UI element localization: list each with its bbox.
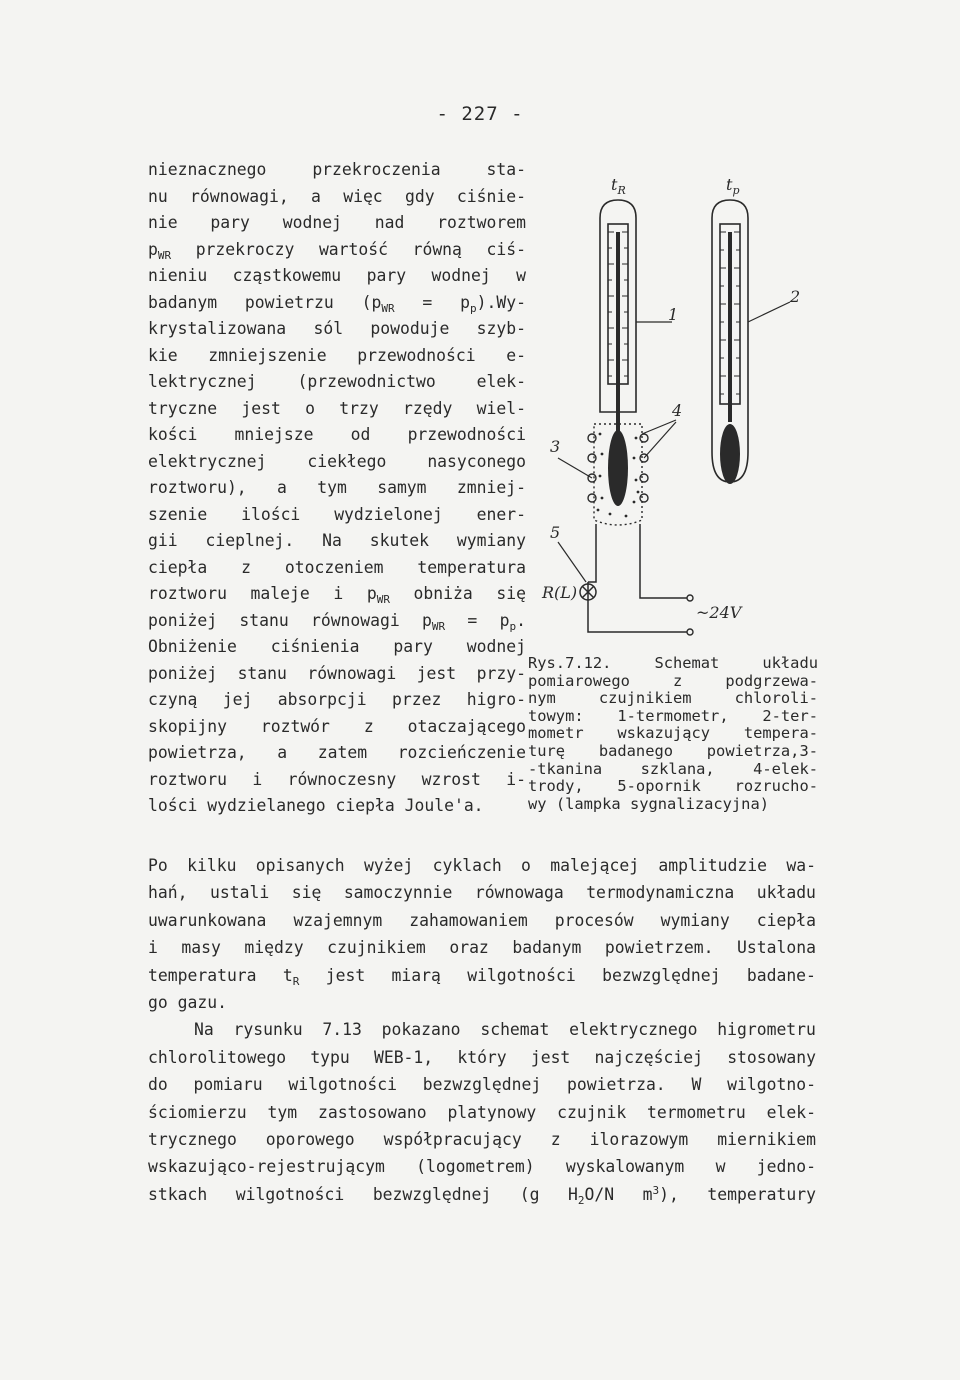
text-line — [148, 793, 526, 820]
word: maleje — [250, 584, 310, 603]
text-line — [148, 962, 816, 989]
word: ustali — [209, 883, 270, 903]
text-line — [148, 316, 526, 343]
word: powietrza. — [567, 1075, 666, 1095]
word: szyb- — [476, 319, 526, 338]
word: do — [148, 1075, 168, 1095]
text-line — [148, 581, 526, 608]
word: poniżej — [148, 610, 218, 630]
word: wilgotności — [288, 1075, 397, 1095]
word: wy — [528, 794, 547, 813]
word: elektrycznej — [148, 451, 267, 471]
word: WEB-1, — [373, 1047, 434, 1067]
word: sta- — [486, 160, 526, 179]
word: stosowany — [727, 1047, 816, 1067]
word: zastosowano — [318, 1102, 427, 1122]
word: najczęściej — [594, 1047, 704, 1067]
word: e- — [506, 345, 526, 365]
word: stanu — [239, 610, 289, 630]
word: elek- — [476, 372, 526, 391]
word: szklana, — [640, 759, 715, 778]
text-line — [148, 157, 526, 184]
word: schemat — [480, 1020, 550, 1040]
word: równą — [412, 239, 462, 259]
word: Joule'a. — [404, 796, 484, 815]
word: Rys.7.12. — [528, 654, 612, 672]
word: otaczającego — [407, 716, 526, 736]
word: gii — [148, 531, 178, 550]
word: skopijny — [148, 716, 227, 736]
body-text — [148, 852, 816, 1208]
word: tryczne — [148, 398, 218, 418]
word: szenie — [148, 504, 208, 524]
word: roztworu), — [148, 478, 247, 497]
word: zatem — [317, 743, 368, 762]
word: wa- — [786, 856, 816, 875]
word: oporowego — [265, 1130, 355, 1150]
word: stkach — [148, 1184, 208, 1204]
word: $p_{WR}$ — [422, 610, 446, 633]
word: badane- — [746, 965, 816, 985]
word: go — [148, 993, 168, 1013]
text-line — [148, 369, 526, 396]
word: powietrza, — [148, 743, 247, 762]
word: samoczynnie — [343, 883, 453, 903]
text-line — [148, 634, 526, 661]
word: opisanych — [255, 856, 345, 875]
word: czujnik — [557, 1102, 627, 1122]
label-3: 3 — [550, 437, 561, 456]
word: wiel- — [476, 398, 526, 418]
text-line — [148, 989, 816, 1016]
word: malejącej — [550, 856, 640, 875]
word: wydzielanego — [207, 796, 326, 815]
word: wartość — [318, 239, 389, 259]
word: powietrzu — [244, 292, 334, 312]
word: o — [521, 856, 531, 875]
word: ($p_{WR}$ — [361, 292, 395, 315]
word: czyną — [148, 690, 198, 709]
word: kilku — [187, 856, 237, 875]
text-line — [148, 422, 526, 449]
word: rozrucho- — [734, 777, 818, 796]
word: ciepła — [756, 910, 816, 930]
word: ilości — [241, 504, 301, 524]
word: $p_{WR}$ — [148, 239, 172, 262]
word: Ustalona — [737, 938, 816, 958]
thermometer-1-bulb — [608, 430, 628, 506]
word: jest — [416, 663, 457, 683]
word: tym — [267, 1102, 298, 1122]
word: krystalizowana — [148, 319, 287, 338]
word: mniejsze — [234, 425, 314, 444]
word: ciśnienia — [270, 637, 360, 656]
text-line — [148, 475, 526, 502]
word: roztworem — [437, 213, 526, 232]
caption-line — [528, 690, 818, 708]
word: W — [691, 1075, 702, 1095]
word: ilorazowym — [589, 1130, 689, 1150]
word: (logometrem) — [416, 1157, 535, 1177]
word: temperatury — [707, 1184, 816, 1204]
word: jest — [530, 1047, 571, 1067]
caption-line — [528, 761, 818, 779]
word: powietrza,3- — [706, 741, 818, 760]
terminal-bottom — [687, 629, 693, 635]
word: ciśnie- — [456, 186, 526, 206]
terminal-top — [687, 595, 693, 601]
word: przekroczy — [195, 239, 295, 259]
word: 2-ter- — [762, 706, 818, 725]
text-line — [148, 852, 816, 879]
caption-line — [528, 725, 818, 743]
word: wydzielonej — [334, 504, 443, 524]
word: wskazująco-rejestrującym — [148, 1157, 385, 1177]
thermometer-2-bulb — [720, 424, 740, 484]
word: termodynamiczna — [586, 883, 735, 903]
label-tR: $t_R$ — [611, 175, 626, 197]
word: kie — [148, 345, 178, 365]
word: 7.13 — [322, 1020, 362, 1040]
text-line — [148, 1126, 816, 1153]
text-line — [148, 934, 816, 961]
text-line — [148, 396, 526, 423]
word: ciepła — [148, 557, 208, 577]
word: nu — [148, 186, 168, 206]
word: wzrost — [421, 769, 481, 789]
word: badanego — [598, 741, 673, 760]
word: $H_2O/N$ — [568, 1184, 615, 1207]
caption-line — [528, 796, 818, 814]
word: z — [363, 716, 374, 736]
text-line — [148, 879, 816, 906]
word: $p_p$. — [499, 610, 526, 633]
word: rzędy — [402, 398, 453, 418]
hygrometer-schematic-figure — [528, 162, 828, 662]
word: cząstkowemu — [232, 266, 342, 285]
word: z — [241, 557, 251, 577]
word: gazu. — [177, 993, 227, 1013]
word: roztwór — [260, 716, 330, 736]
word: cieplnej. — [205, 531, 295, 550]
word: lości — [148, 796, 198, 815]
text-line — [148, 608, 526, 635]
word: wskazujący — [617, 724, 711, 743]
word: sól — [313, 319, 344, 338]
word: chloroli- — [734, 689, 818, 708]
text-line — [148, 502, 526, 529]
word: lektrycznej — [148, 372, 257, 391]
word: trzy — [339, 398, 379, 418]
caption-line — [528, 655, 818, 673]
caption-line — [528, 743, 818, 761]
word: więc — [343, 186, 383, 206]
word: wodnej — [282, 213, 342, 232]
word: wzajemnym — [293, 910, 383, 930]
text-line — [148, 661, 526, 688]
word: procesów — [554, 910, 634, 930]
word: $m^3$), — [642, 1183, 679, 1204]
word: i — [148, 938, 158, 958]
text-line — [148, 1099, 816, 1126]
word: higrometru — [717, 1020, 816, 1040]
word: badanym — [512, 938, 582, 958]
word: wyżej — [363, 856, 414, 875]
word: pokazano — [381, 1020, 461, 1040]
word: zmniejszenie — [208, 345, 327, 365]
word: absorpcji — [277, 690, 367, 709]
text-line — [148, 1071, 816, 1098]
word: ciekłego — [307, 451, 387, 471]
word: Na — [194, 1020, 214, 1040]
word: amplitudzie — [658, 856, 767, 875]
word: ener- — [476, 504, 526, 524]
word: i — [333, 584, 344, 603]
word: między — [244, 938, 304, 958]
word: miarą — [391, 965, 441, 985]
word: pary — [393, 637, 433, 656]
word: przekroczenia — [312, 160, 441, 179]
word: tempera- — [743, 724, 818, 743]
word: cyklach — [432, 856, 502, 875]
word: = — [467, 610, 478, 630]
word: uwarunkowana — [148, 910, 267, 930]
word: stanu — [237, 663, 287, 683]
word: skutek — [369, 531, 430, 550]
text-line — [148, 555, 526, 582]
word: się — [291, 883, 322, 903]
word: pary — [366, 266, 407, 285]
word: -tkanina — [528, 759, 603, 778]
caption-line — [528, 673, 818, 691]
label-voltage: ~24V — [696, 603, 742, 622]
word: (przewodnictwo — [297, 372, 436, 391]
word: jedno- — [756, 1157, 816, 1177]
word: gdy — [404, 186, 435, 206]
word: sygnalizacyjna) — [629, 794, 769, 813]
word: jest — [325, 965, 366, 985]
label-1: 1 — [668, 305, 679, 324]
word: chlorolitowego — [148, 1047, 287, 1067]
word: $p_p).Wy-$ — [460, 292, 526, 315]
word: bezwzględnej — [602, 965, 721, 985]
word: elek- — [766, 1102, 816, 1122]
word: platynowy — [447, 1102, 537, 1122]
word: od — [350, 425, 371, 444]
word: (lampka — [555, 794, 621, 813]
word: trycznego — [148, 1130, 237, 1150]
word: nasyconego — [427, 451, 526, 471]
word: zahamowaniem — [409, 910, 528, 930]
word: i — [252, 769, 263, 789]
word: układu — [762, 654, 818, 672]
word: powoduje — [370, 319, 450, 338]
text-line — [148, 714, 526, 741]
thermometer-2-column — [728, 232, 732, 422]
word: kości — [148, 425, 198, 444]
word: Po — [148, 856, 168, 875]
word: samym — [377, 478, 427, 497]
word: 1-termometr, — [617, 706, 729, 725]
text-line — [148, 528, 526, 555]
word: się — [496, 584, 526, 603]
word: higro- — [466, 690, 526, 709]
word: mometr — [528, 724, 584, 743]
word: jest — [241, 398, 281, 418]
word: nie — [148, 213, 178, 232]
word: pary — [210, 213, 250, 232]
word: równowaga — [474, 883, 564, 903]
word: masy — [181, 938, 221, 958]
word: termometru — [647, 1102, 746, 1122]
word: badanym — [148, 292, 218, 312]
word: miernikiem — [717, 1130, 816, 1150]
text-line — [148, 740, 526, 767]
label-2: 2 — [790, 287, 801, 306]
text-line — [148, 1044, 816, 1071]
word: a — [277, 478, 287, 497]
text-line — [148, 449, 526, 476]
word: otoczeniem — [284, 557, 384, 577]
circuit-wiring — [588, 524, 688, 632]
text-line — [148, 237, 526, 264]
word: i- — [506, 769, 526, 789]
word: przez — [391, 690, 442, 709]
word: w — [715, 1157, 726, 1177]
word: wyskalowanym — [565, 1157, 685, 1177]
word: Schemat — [654, 654, 720, 672]
text-line — [148, 1181, 816, 1208]
word: obniża — [413, 584, 473, 603]
thermometer-1-column — [616, 232, 620, 432]
text-line — [148, 210, 526, 237]
word: który — [457, 1047, 507, 1067]
word: równowagi, — [190, 186, 289, 206]
label-5: 5 — [550, 523, 561, 542]
word: podgrzewa- — [725, 671, 818, 690]
text-line — [148, 343, 526, 370]
text-line — [148, 290, 526, 317]
word: pomiarowego — [528, 671, 630, 690]
text-line — [148, 1016, 816, 1043]
text-line — [148, 184, 526, 211]
word: ściomierzu — [148, 1102, 247, 1122]
label-4: 4 — [672, 401, 683, 420]
word: bezwzględnej — [372, 1184, 492, 1204]
word: Obniżenie — [148, 637, 237, 656]
word: typu — [310, 1047, 350, 1067]
word: $t_R$ — [282, 965, 300, 988]
word: roztworu — [148, 769, 227, 789]
word: poniżej — [148, 663, 218, 683]
word: ciepła — [335, 796, 395, 815]
word: rysunku — [233, 1020, 303, 1040]
word: rozcieńczenie — [397, 743, 526, 762]
word: roztworu — [148, 584, 227, 603]
word: wilgotno- — [727, 1075, 816, 1095]
word: turę — [528, 741, 566, 760]
word: pomiaru — [193, 1075, 263, 1095]
text-line — [148, 767, 526, 794]
word: układu — [756, 883, 816, 903]
word: oraz — [449, 938, 489, 958]
word: powietrzem. — [604, 938, 714, 958]
word: przy- — [476, 663, 526, 683]
word: nieniu — [148, 266, 208, 285]
word: przewodności — [357, 345, 476, 365]
word: z — [550, 1130, 561, 1150]
word: ciś- — [486, 239, 526, 259]
hygrometer-schematic-diagram — [528, 162, 828, 662]
word: = — [422, 292, 433, 312]
label-lamp: R(L) — [542, 583, 578, 602]
word: o — [305, 398, 315, 418]
word: nad — [374, 213, 405, 232]
word: nieznacznego — [148, 160, 267, 179]
word: równowagi — [307, 663, 397, 683]
word: $p_{WR}$ — [366, 584, 390, 606]
figure-caption — [528, 655, 818, 813]
text-line — [148, 907, 816, 934]
word: a — [311, 186, 321, 206]
caption-line — [528, 778, 818, 796]
word: 5-opornik — [617, 777, 701, 796]
word: towym: — [528, 706, 584, 725]
word: bezwzględnej — [422, 1075, 542, 1095]
word: czujnikiem — [598, 689, 692, 708]
word: wymiany — [660, 910, 730, 930]
word: 4-elek- — [753, 759, 818, 778]
word: z — [672, 671, 683, 690]
text-line — [148, 263, 526, 290]
word: trody, — [528, 777, 584, 796]
word: (g — [519, 1184, 540, 1204]
word: równowagi — [310, 610, 400, 630]
word: przewodności — [407, 425, 526, 444]
word: elektrycznego — [569, 1020, 698, 1040]
word: równoczesny — [287, 769, 397, 789]
word: wodnej — [466, 637, 526, 656]
word: tym — [317, 478, 347, 497]
word: wymiany — [456, 531, 526, 550]
word: temperatura — [148, 965, 257, 985]
word: w — [516, 266, 526, 285]
word: wilgotności — [467, 965, 576, 985]
word: a — [277, 743, 288, 762]
word: jej — [222, 690, 253, 709]
text-line — [148, 1153, 816, 1180]
caption-line — [528, 708, 818, 726]
word: nym — [528, 689, 556, 708]
word: Na — [322, 531, 342, 550]
left-column-text — [148, 157, 526, 820]
page-number: - 227 - — [436, 103, 524, 125]
word: zmniej- — [456, 478, 526, 497]
word: hań, — [148, 883, 188, 903]
label-tp: $t_p$ — [726, 175, 740, 197]
word: wilgotności — [235, 1184, 345, 1204]
text-line — [148, 687, 526, 714]
word: wodnej — [431, 266, 491, 285]
word: czujnikiem — [327, 938, 426, 958]
word: współpracujący — [383, 1130, 522, 1150]
word: temperatura — [417, 557, 526, 577]
